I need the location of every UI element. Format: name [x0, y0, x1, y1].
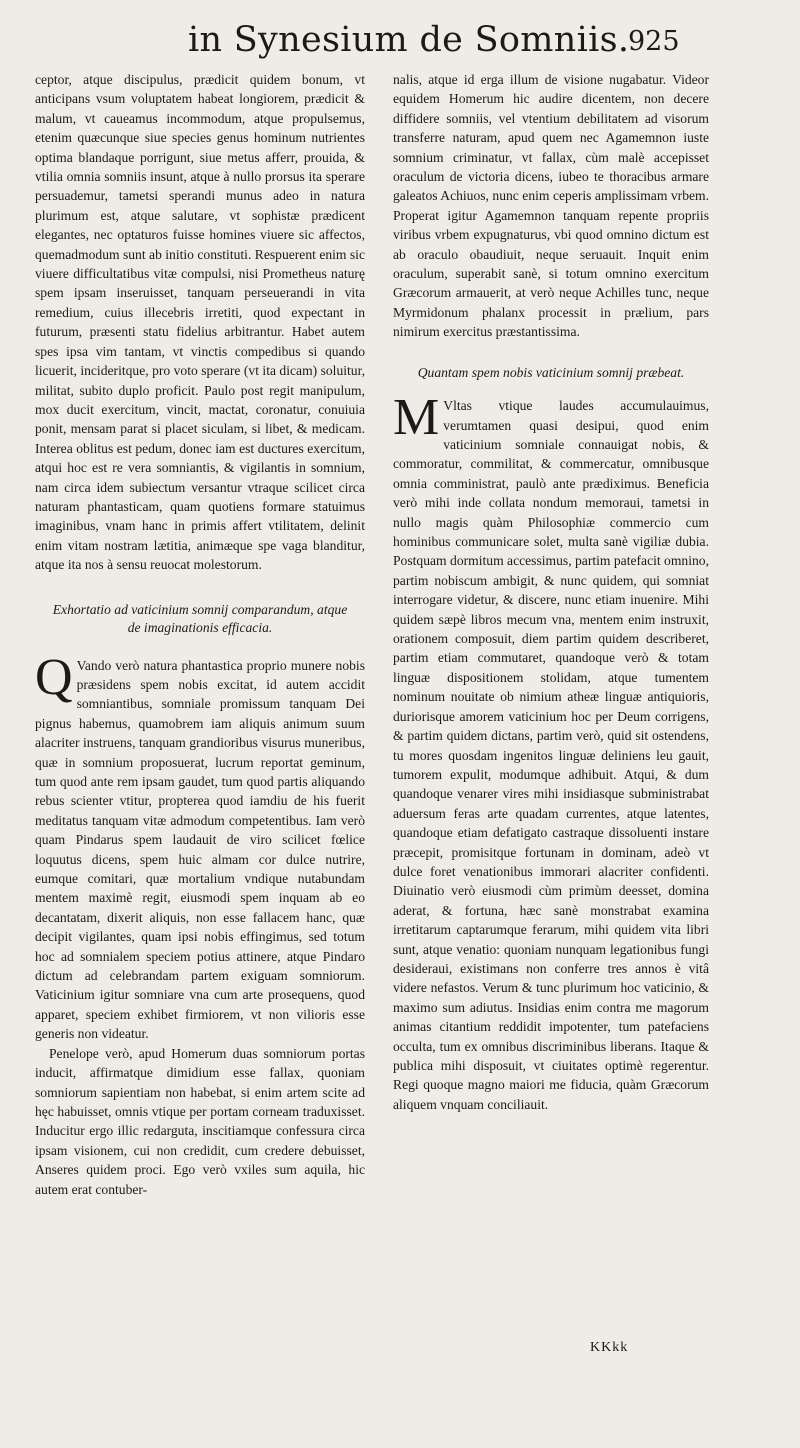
left-paragraph-1: ceptor, atque discipulus, prædicit quidem bonum, vt anticipans vsum voluptatem habeat longiorem, prædicit & malum, vt caueamus incommodum, atque propulsemus, etenim quæcunque siue species genus hominum nutrientes optima blandaque porrigunt, siue metus afferr, prouida, & vtilia omnia somniis insunt, atque à nullo prorsus ita sperare persuademur, tametsi sperandi munus adeo in natura plurimum est, atque salutare, vt sophistæ prædicent elegantes, nec optaturos fuisse homines viuere sic affectos, quemadmodum sunt ab initio constituti. Respuerent enim sic viuere difficultatibus vitæ compulsi, nisi Prometheus naturę spem ipsam inseruisset, tanquam perseuerandi in vita remedium, cuius illecebris irretiti, quod expectant in futurum, præsenti statu fidelius arbitrantur. Habet autem spes ipsa vim tantam, vt vinctis compedibus si quando licuerit, incideritque, pro voto sperare (vt ita dicam) soluitur, militat, subito duplo proficit. Paulo post regit manipulum, mox ducit exercitum, vincit, mactat, coronatur, conuiuia ponit, mensam parat si placet siculam, si libet, & medicam. Interea oblitus est pedum, donec iam est ductures exercitum, atqui hoc est re vera somniantis, & vigilantis in somnium, nam circa idem subiectum versantur vtraque scilicet circa naturam phantasticam, quam quotiens formare statuimus imaginibus, vnam hanc in primis affert vtilitatem, delinit enim vitam nostram lætitia, animæque spe vaga blanditur, atque ita nos à sensu reuocat molestorum. — [35, 72, 365, 573]
left-column — [35, 70, 365, 1199]
page-number: 925 — [628, 26, 680, 57]
page-header — [0, 14, 800, 68]
running-title: in Synesium de Somniis. — [188, 20, 630, 60]
drop-cap-q: Q — [35, 648, 73, 706]
right-paragraph-2-text: Vltas vtique laudes accumulauimus, verumtamen quasi desipui, quod enim vaticinium somniale connauigat nobis, & commoratur, commilitat, & commercatur, omnibusque omnia comministrat, paulò ante prædiximus. Beneficia verò mihi inde collata nondum memoraui, tametsi in nullo magis quàm Philosophiæ commercio cum hominibus communicare solet, multa sanè vigiliæ dubia. Postquam dormitum accessimus, partim patefacit omnino, partim nobiscum ambigit, & nunc quidem, qui somniat interrogare videtur, & discere, nunc etiam inuenire. Mihi quidem sæpè libros mecum vna, mentem enim instruxit, orationem composuit, diem partim quidem describeret, partim etiam commutaret, quandoque verò & totam linguæ dispositionem stolidam, atque tumentem nominum nouitate ob nimium atheæ linguæ antiquioris, duriorisque amorem vaticinium hoc per Deum corrigens, & partim quidem dictans, partim verò, quid sit ostendens, tu mores quosdam ingenitos linguæ deliniens leu gauit, tumorem expulit, modumque adhibuit. Atqui, & dum quandoque venarer vires mihi insidiasque subministrabat aduersum feras arte quadam currentes, atque latentes, quandoque etiam defatigato castraque dissoluenti instare præcepit, promisitque fortunam in dominam, adeò vt dulce foret venationibus immorari alacriter confidenti. Diuinatio verò eiusmodi cùm primùm deesset, domina aderat, & fortuna, hæc sanè monstrabat examina irretitarum captarumque ferarum, mihi quidem vita libri sunt, atque venatio: quoniam nunquam legationibus fungi desideraui, existimans non conferre tres annos è vitâ videre nefastos. Verum & tunc plurimum hoc vaticinio, & maximo sum adiutus. Insidias enim contra me magorum animas citantium reddidit impotenter, tum patefaciens occulta, tum ex omnibus discriminibus liberans. Itaque & publica mihi disposuit, vt ciuitates optimè regerentur. Regi quoque magno maiori me fiducia, quàm Græcorum aliquem vnquam conciliauit. — [393, 398, 709, 1112]
section-heading-quantam: Quantam spem nobis vaticinium somnij præbeat. — [417, 364, 685, 380]
left-paragraph-2-text: Vando verò natura phantastica proprio munere nobis præsidens spem nobis excitat, id autem accidit somniantibus, somniale promissum tanquam Dei pignus habemus, quamobrem iam aliquis animum suum alacriter instruens, tanquam grandioribus visurus muneribus, quæ in somnium proposuerat, lucrum reportat geminum, tum quod ante rem ipsam gaudet, tum quod partis aliquando rebus scienter vtitur, propterea quod iamdiu de his fuerit meditatus tanquam vitæ admodum competentibus. Iam verò quam Pindarus spem laudauit de viro scilicet fœlice loquutus dicens, spem huic almam cor dulce nutrire, eumque comitari, quæ mortalium vndique nutabundam mentem maximè regit, eiusmodi spem inquam ab eo decantatam, dixerit aliquis, non esse fallacem hanc, quæ decipit vigilantes, quam ipsi nobis effingimus, sed totum hoc ad somnialem speciem potius attinere, atque Pindaro dictum ad celebrandam partem exiguam somniorum. Vaticinium igitur somniare vna cum arte prosequens, quod apparet, speciem exhibet firmiorem, vt non vilioris esse generis non videatur. — [35, 657, 365, 1042]
left-paragraph-3: Penelope verò, apud Homerum duas somniorum portas inducit, affirmatque dimidium esse fallax, quoniam somniorum sapientiam non habebat, si enim artem scite ad hęc habuisset, omnis vtique per portam corneam traduxisset. Inducitur ergo illic redarguta, inscitiamque confessura circa ipsam visionem, cui non credidit, cum credere debuisset, Anseres quidem proci. Ego verò vxiles sum aquila, hic autem erat contuber- — [35, 1045, 365, 1197]
right-paragraph-2 — [393, 389, 709, 1114]
signature-mark: KKkk — [590, 1340, 629, 1355]
section-heading-exhortatio: Exhortatio ad vaticinium somnij comparandum, atque de imaginationis efficacia. — [52, 601, 348, 636]
drop-cap-m: M — [393, 389, 440, 447]
right-paragraph-1: nalis, atque id erga illum de visione nugabatur. Videor equidem Homerum hic audire dicentem, non decere diffidere somniis, vel vtentium debilitatem ad visorum transferre naturam, apud quem nec Agamemnon iuste somnium criminatur, vt fallax, cùm malè accepisset oraculum de victoria dicens, iubeo te thoracibus armare galeatos Achiuos, nunc enim ceperis amplissimam vrbem. Properat igitur Agamemnon tanquam repente propriis viribus vrbem expugnaturus, vbi quod omnino dictum est ab oraculo obaudiuit, neque seruauit. Inquit enim oraculum, superabit sanè, si totum omnino exercitum Græcorum armauerit, at verò neque Achilles tunc, neque Myrmidonum phalanx processit in prælium, pars nimirum exercitus præstantissima. — [393, 72, 709, 340]
right-column — [393, 70, 709, 1114]
left-paragraph-2 — [35, 648, 365, 1044]
